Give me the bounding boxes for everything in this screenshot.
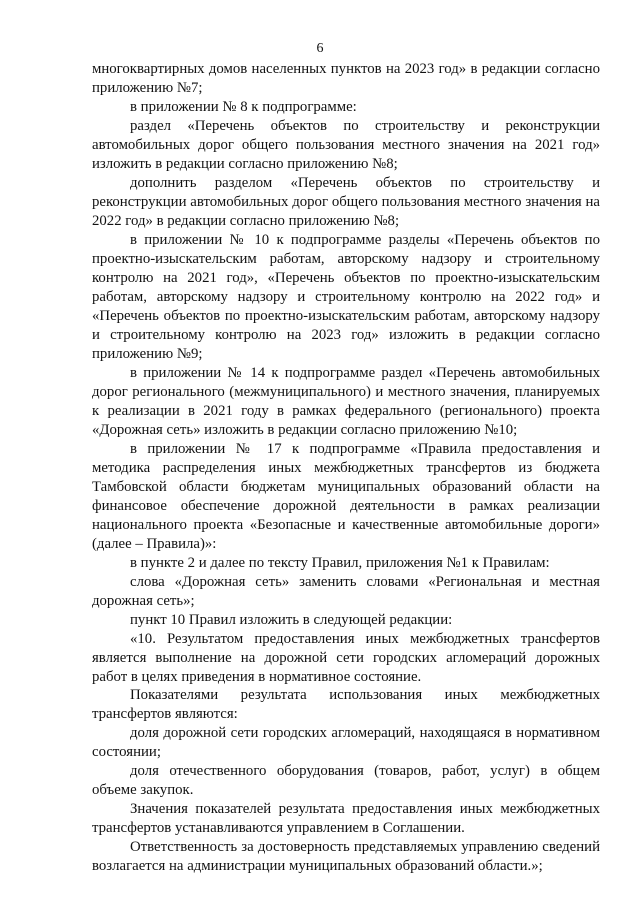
paragraph: слова «Дорожная сеть» заменить словами «Региональная и местная дорожная сеть»; [92,573,600,609]
document-body [92,60,600,876]
paragraph: в приложении № 14 к подпрограмме раздел «Перечень автомобильных дорог регионального (межмуниципального) и местного значения, планируемых к реализации в 2021 году в рамках федерального (регионального) проекта «Дорожная сеть» изложить в редакции согласно приложению №10; [92,364,600,438]
page-number: 6 [316,41,324,56]
paragraph: в приложении № 8 к подпрограмме: [130,98,357,115]
paragraph: раздел «Перечень объектов по строительству и реконструкции автомобильных дорог общего пользования местного значения на 2021 год» изложить в редакции согласно приложению №8; [92,117,600,172]
paragraph: многоквартирных домов населенных пунктов на 2023 год» в редакции согласно приложению №7; [92,61,600,96]
paragraph: «10. Результатом предоставления иных межбюджетных трансфертов является выполнение на дорожной сети городских агломераций дорожных работ в целях приведения в нормативное состояние. [92,630,600,685]
paragraph: в приложении № 17 к подпрограмме «Правила предоставления и методика распределения иных межбюджетных трансфертов из бюджета Тамбовской области бюджетам муниципальных образований области на финансовое обеспечение дорожной деятельности в рамках реализации национального проекта «Безопасные и качественные автомобильные дороги» (далее – Правила)»: [92,440,600,552]
paragraph: Значения показателей результата предоставления иных межбюджетных трансфертов устанавливаются управлением в Соглашении. [92,801,600,837]
paragraph: доля дорожной сети городских агломераций, находящаяся в нормативном состоянии; [92,725,600,761]
paragraph: дополнить разделом «Перечень объектов по строительству и реконструкции автомобильных дорог общего пользования местного значения на 2022 год» в редакции согласно приложению №8; [92,174,600,229]
paragraph: Показателями результата использования иных межбюджетных трансфертов являются: [92,687,600,723]
paragraph: в пункте 2 и далее по тексту Правил, приложения №1 к Правилам: [130,554,550,571]
paragraph: доля отечественного оборудования (товаров, работ, услуг) в общем объеме закупок. [92,763,600,799]
paragraph: Ответственность за достоверность представляемых управлению сведений возлагается на администрации муниципальных образований области.»; [92,839,600,875]
paragraph: в приложении № 10 к подпрограмме разделы «Перечень объектов по проектно-изыскательским работам, авторскому надзору и строительному контролю на 2021 год», «Перечень объектов по проектно-изыскательским работам, авторскому надзору и строительному контролю на 2022 год» и «Перечень объектов по проектно-изыскательским работам, авторскому надзору и строительному контролю на 2023 год» изложить в редакции согласно приложению №9; [92,231,600,362]
paragraph: пункт 10 Правил изложить в следующей редакции: [130,611,453,628]
